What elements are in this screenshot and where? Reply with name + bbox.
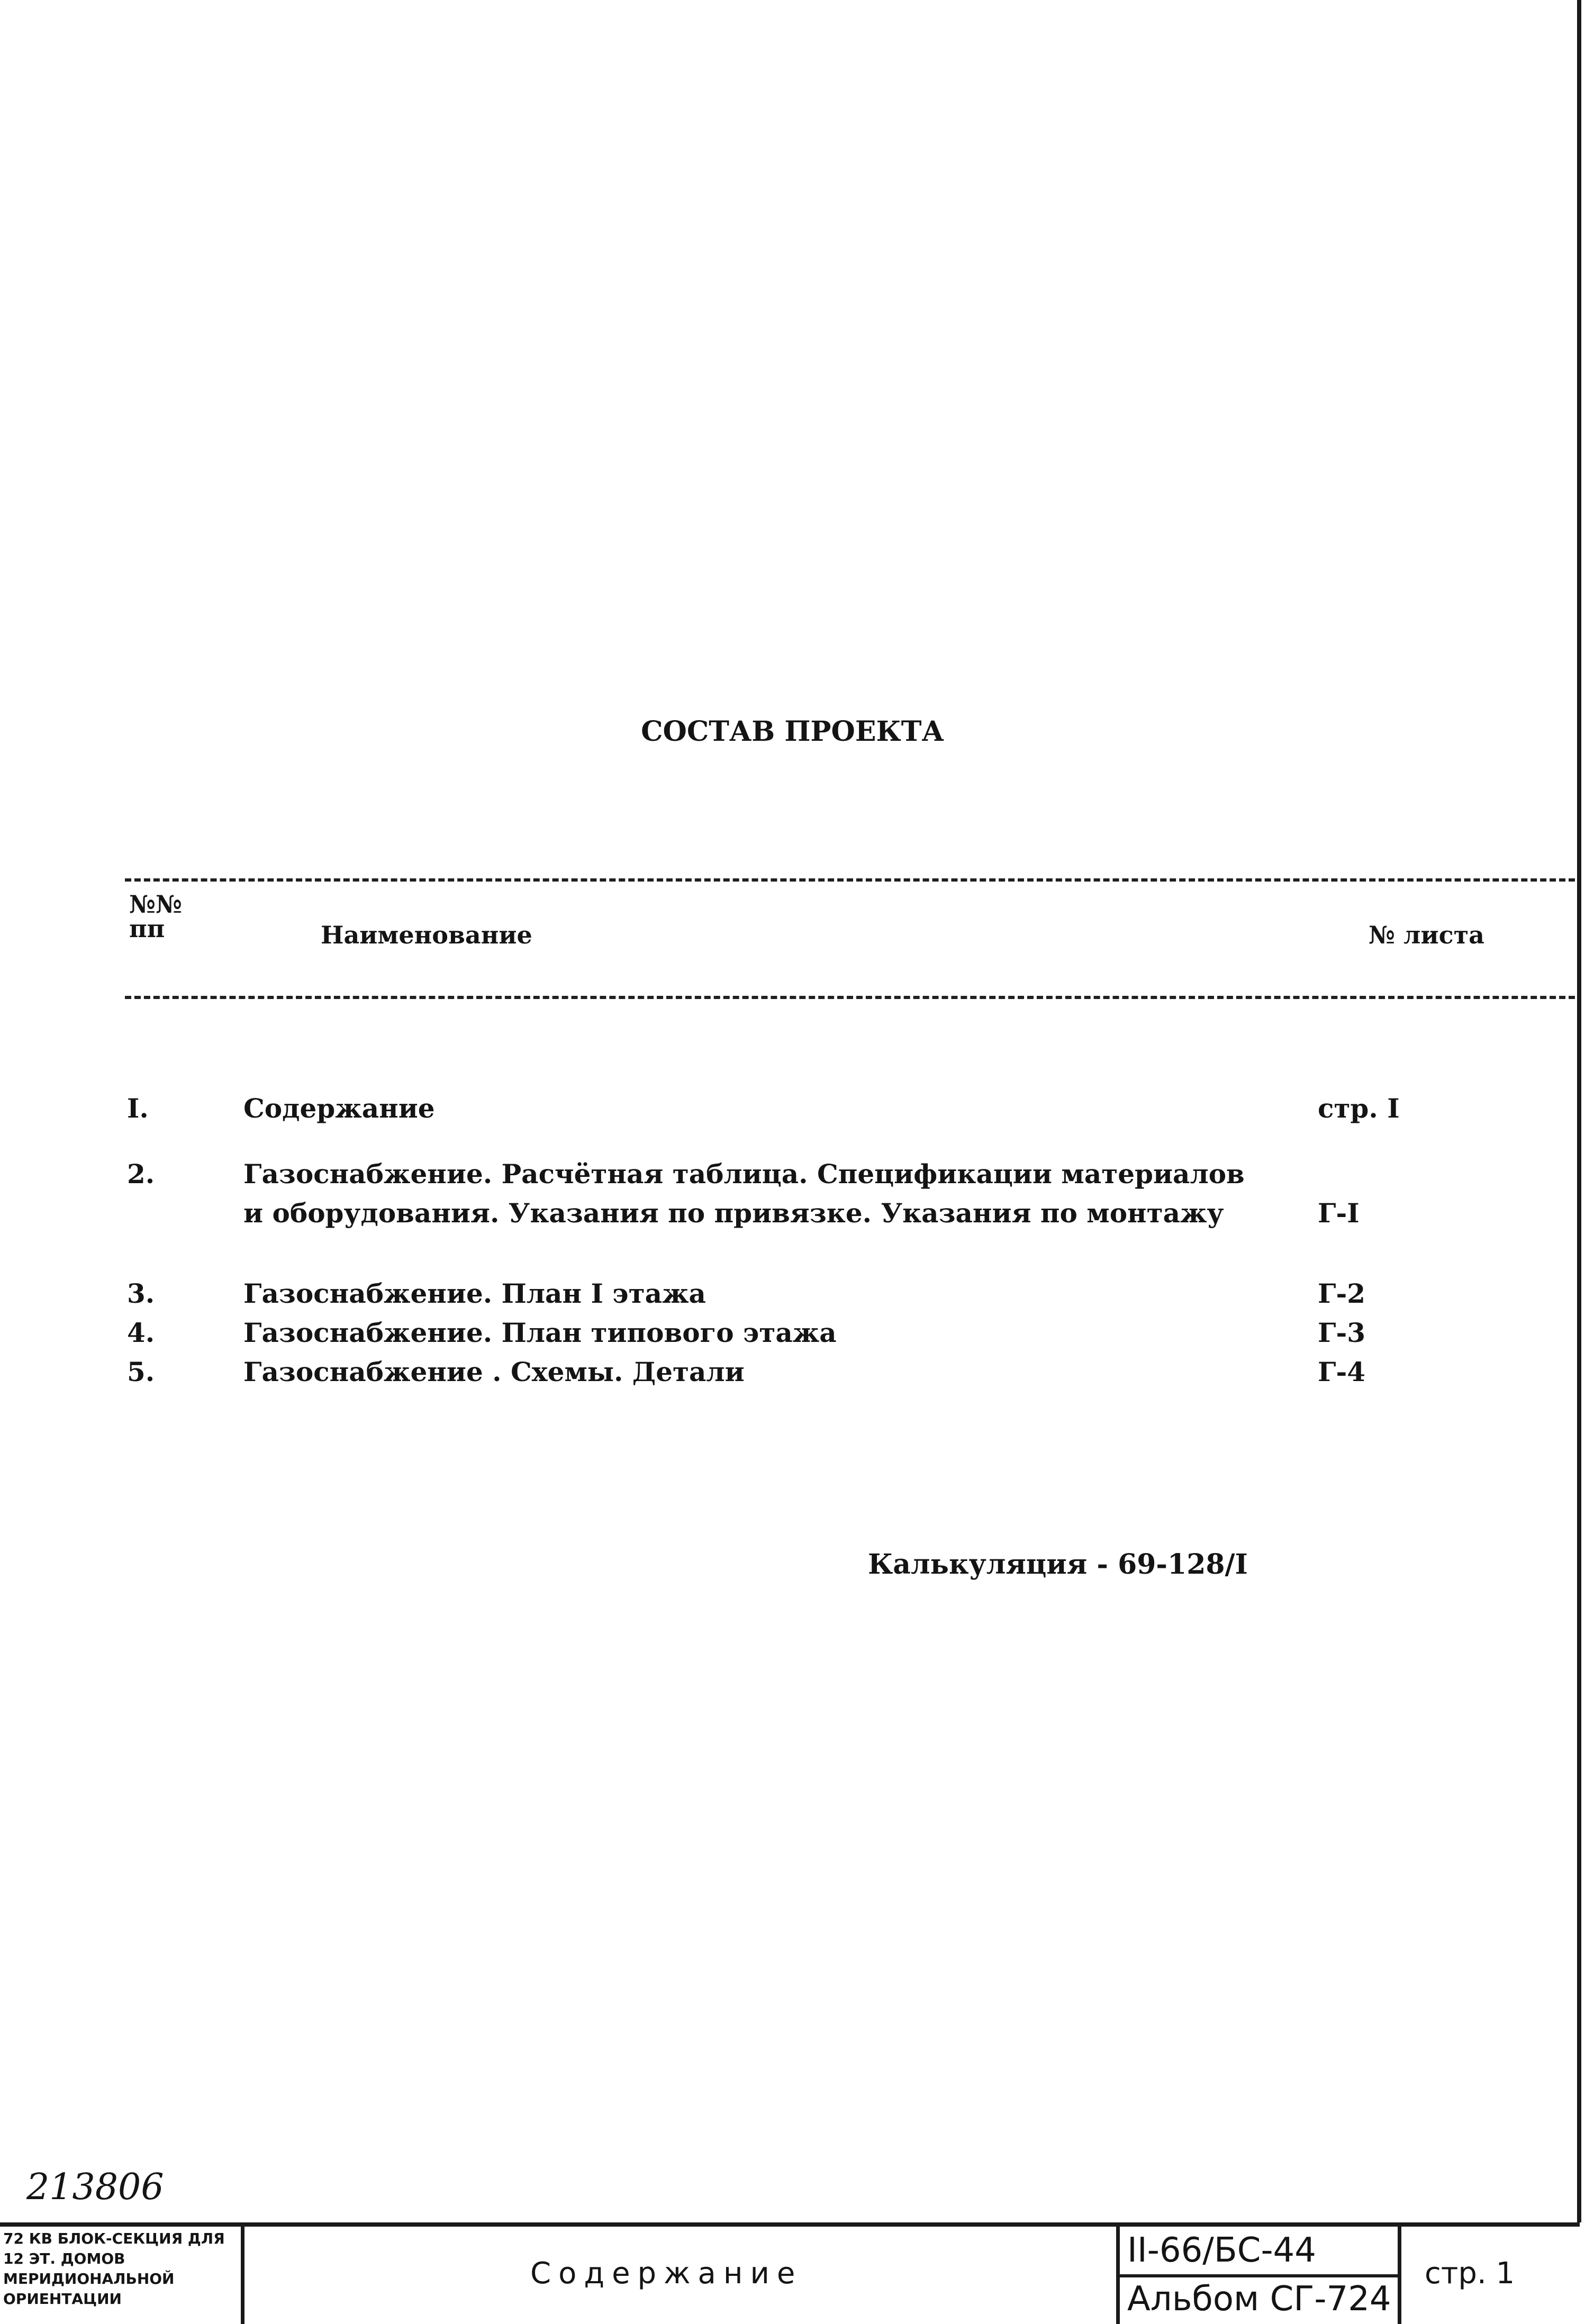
title-block xyxy=(0,2222,1580,2324)
header-number-line1: №№ xyxy=(129,890,182,919)
row-number: 3. xyxy=(127,1278,155,1309)
row-sheet: Г-I xyxy=(1318,1197,1360,1229)
row-sheet: Г-2 xyxy=(1318,1278,1366,1309)
row-sheet: стр. I xyxy=(1318,1093,1400,1124)
row-name: Содержание xyxy=(243,1093,435,1124)
row-sheet: Г-4 xyxy=(1318,1356,1366,1387)
row-name: Газоснабжение. План I этажа xyxy=(243,1278,706,1309)
row-number: I. xyxy=(127,1093,149,1124)
table-top-rule xyxy=(125,878,1575,882)
title-block-series-cell xyxy=(1120,2227,1401,2324)
header-number xyxy=(129,892,182,941)
header-number-line2: пп xyxy=(129,914,165,943)
title-block-doc-title: Содержание xyxy=(530,2256,803,2291)
title-block-description: 72 КВ БЛОК-СЕКЦИЯ ДЛЯ 12 ЭТ. ДОМОВ МЕРИДИОНАЛЬНОЙ ОРИЕНТАЦИИ xyxy=(0,2227,244,2324)
row-sheet: Г-3 xyxy=(1318,1317,1366,1348)
title-block-page-cell xyxy=(1401,2227,1580,2324)
title-block-divider xyxy=(1120,2274,1398,2277)
header-sheet: № листа xyxy=(1369,921,1484,949)
title-block-title-cell xyxy=(244,2227,1120,2324)
row-number: 5. xyxy=(127,1356,155,1387)
page-title: СОСТАВ ПРОЕКТА xyxy=(641,715,944,748)
calculation-reference: Калькуляция - 69-128/I xyxy=(868,1548,1248,1581)
row-name: Газоснабжение. План типового этажа xyxy=(243,1317,837,1348)
row-number: 2. xyxy=(127,1158,155,1190)
title-block-page: стр. 1 xyxy=(1425,2256,1515,2291)
row-number: 4. xyxy=(127,1317,155,1348)
row-name: Газоснабжение. Расчётная таблица. Спецификации материалов и оборудования. Указания по привязке. Указания по монтажу xyxy=(243,1158,1245,1229)
title-block-album: Альбом СГ-724 xyxy=(1127,2280,1391,2319)
row-name: Газоснабжение . Схемы. Детали xyxy=(243,1356,745,1387)
page-border-right xyxy=(1577,0,1581,2222)
title-block-series: II-66/БС-44 xyxy=(1127,2231,1316,2270)
table-header-rule xyxy=(125,996,1575,999)
handwritten-number: 213806 xyxy=(26,2166,164,2208)
header-name: Наименование xyxy=(321,921,532,949)
